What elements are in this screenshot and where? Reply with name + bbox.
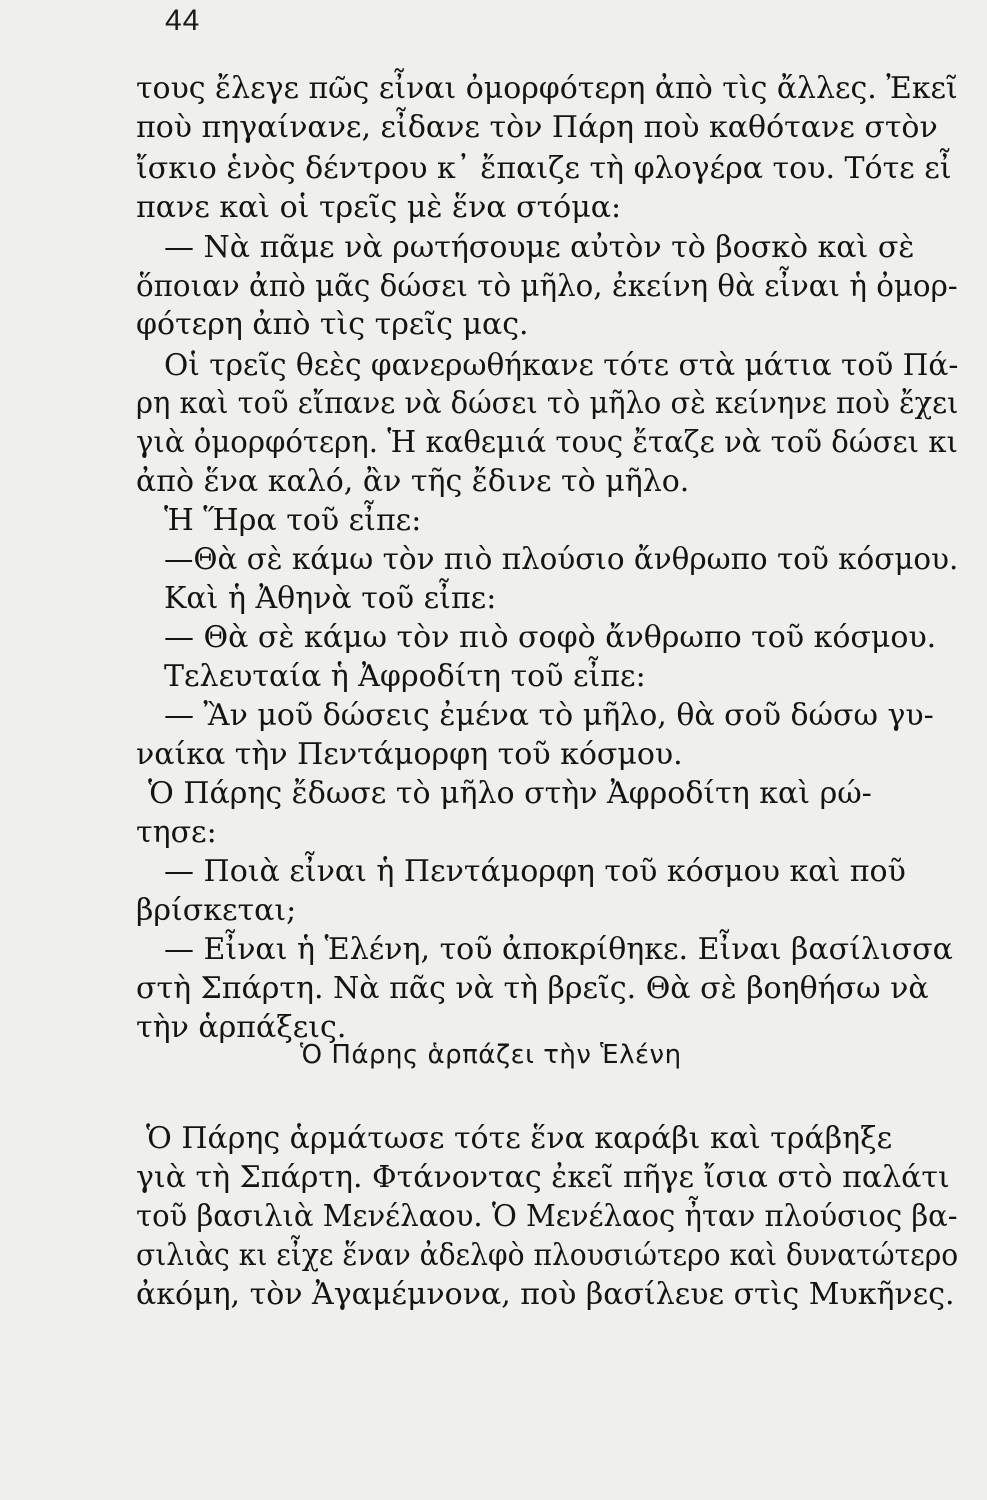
text-line: γιὰ τὴ Σπάρτη. Φτάνοντας ἐκεῖ πῆγε ἴσια στὸ παλάτι: [136, 1160, 950, 1195]
text-line: φότερη ἀπὸ τὶς τρεῖς μας.: [136, 307, 529, 342]
text-line: ὅποιαν ἀπὸ μᾶς δώσει τὸ μῆλο, ἐκείνη θὰ εἶναι ἡ ὀμορ-: [136, 269, 958, 304]
text-line: τησε:: [136, 815, 217, 850]
text-line: σιλιὰς κι εἶχε ἕναν ἀδελφὸ πλουσιώτερο καὶ δυνατώτερο: [136, 1238, 959, 1273]
text-line: γιὰ ὀμορφότερη. Ἡ καθεμιά τους ἔταζε νὰ τοῦ δώσει κι: [136, 425, 958, 460]
text-line: στὴ Σπάρτη. Νὰ πᾶς νὰ τὴ βρεῖς. Θὰ σὲ βοηθήσω νὰ: [136, 971, 929, 1006]
text-line: Τελευταία ἡ Ἀφροδίτη τοῦ εἶπε:: [164, 659, 646, 694]
text-line: ἀπὸ ἕνα καλό, ἂν τῆς ἔδινε τὸ μῆλο.: [136, 464, 690, 499]
section-heading: Ὁ Πάρης ἁρπάζει τὴν Ἑλένη: [300, 1040, 682, 1070]
text-line: — Ἂν μοῦ δώσεις ἐμένα τὸ μῆλο, θὰ σοῦ δώσω γυ-: [164, 698, 934, 733]
text-line: — Ποιὰ εἶναι ἡ Πεντάμορφη τοῦ κόσμου καὶ ποῦ: [164, 854, 906, 889]
text-line: ποὺ πηγαίνανε, εἶδανε τὸν Πάρη ποὺ καθότανε στὸν: [136, 110, 938, 145]
text-line: ναίκα τὴν Πεντάμορφη τοῦ κόσμου.: [136, 737, 683, 772]
text-line: πανε καὶ οἱ τρεῖς μὲ ἕνα στόμα:: [136, 190, 622, 225]
text-line: τοῦ βασιλιὰ Μενέλαου. Ὁ Μενέλαος ἦταν πλούσιος βα-: [136, 1199, 958, 1234]
text-line: —Θὰ σὲ κάμω τὸν πιὸ πλούσιο ἄνθρωπο τοῦ κόσμου.: [164, 542, 959, 577]
text-line: Ὁ Πάρης ἔδωσε τὸ μῆλο στὴν Ἀφροδίτη καὶ ρώ-: [148, 776, 872, 811]
page-number: 44: [165, 4, 201, 37]
text-line: ἀκόμη, τὸν Ἀγαμέμνονα, ποὺ βασίλευε στὶς Μυκῆνες.: [136, 1277, 955, 1312]
text-line: Ἡ Ἥρα τοῦ εἶπε:: [164, 503, 422, 538]
text-line: Οἱ τρεῖς θεὲς φανερωθήκανε τότε στὰ μάτια τοῦ Πά-: [164, 348, 959, 383]
text-line: — Νὰ πᾶμε νὰ ρωτήσουμε αὐτὸν τὸ βοσκὸ καὶ σὲ: [164, 230, 915, 265]
text-line: Ὁ Πάρης ἁρμάτωσε τότε ἕνα καράβι καὶ τράβηξε: [146, 1121, 893, 1156]
text-line: ρη καὶ τοῦ εἴπανε νὰ δώσει τὸ μῆλο σὲ κείνηνε ποὺ ἔχει: [136, 386, 959, 421]
text-line: τους ἔλεγε πῶς εἶναι ὀμορφότερη ἀπὸ τὶς ἄλλες. Ἐκεῖ: [136, 71, 958, 106]
text-line: τὴν ἁρπάξεις.: [136, 1010, 347, 1045]
text-line: — Εἶναι ἡ Ἑλένη, τοῦ ἀποκρίθηκε. Εἶναι βασίλισσα: [164, 932, 953, 967]
text-line: Καὶ ἡ Ἀθηνὰ τοῦ εἶπε:: [164, 581, 497, 616]
text-line: βρίσκεται;: [136, 893, 297, 928]
text-line: — Θὰ σὲ κάμω τὸν πιὸ σοφὸ ἄνθρωπο τοῦ κόσμου.: [164, 620, 937, 655]
text-line: ἴσκιο ἑνὸς δέντρου κ᾽ ἔπαιζε τὴ φλογέρα του. Τότε εἶ: [136, 151, 952, 186]
